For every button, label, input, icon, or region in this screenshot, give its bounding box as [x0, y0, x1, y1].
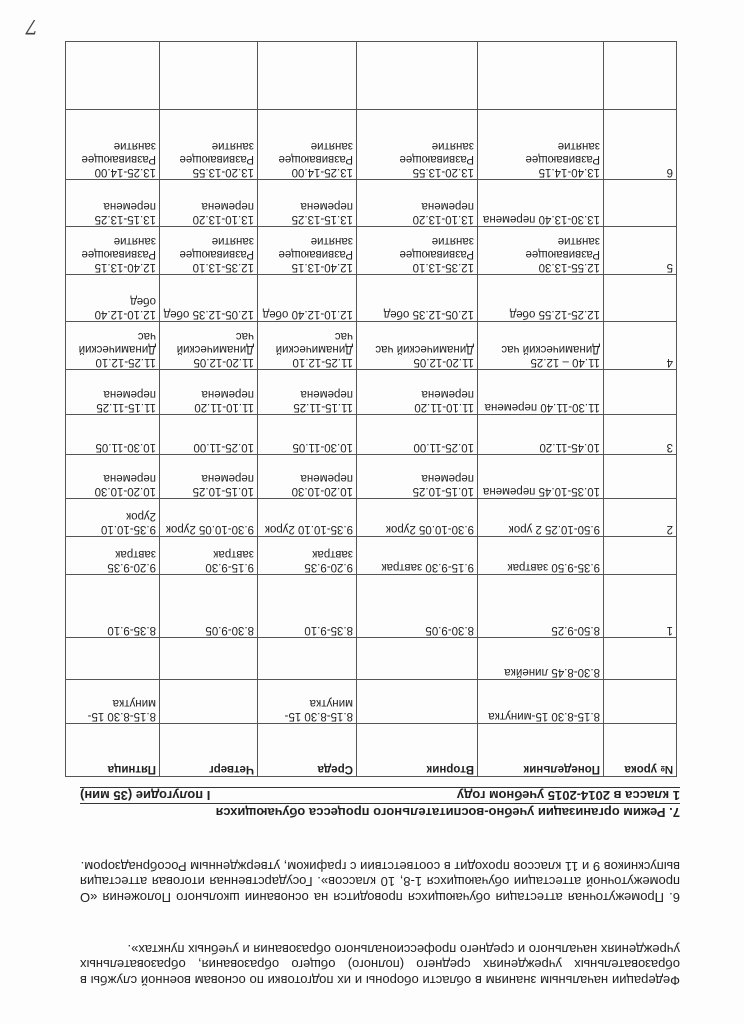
table-header-row — [66, 724, 677, 777]
column-header: Пятница — [66, 724, 160, 777]
column-header: Вторник — [357, 724, 478, 777]
schedule-heading-line2 — [80, 787, 680, 804]
table-cell: 13.20-13.55 Развивающее занятие — [357, 110, 478, 180]
table-cell: 10.20-10.30 перемена — [66, 455, 160, 499]
table-cell: 11.15-11.25 перемена — [258, 370, 357, 415]
table-cell: 2 — [604, 499, 677, 537]
table-cell: 12.25-12.55 обед — [478, 275, 604, 322]
schedule-heading-year: 1 класса в 2014-2015 учебном году — [456, 788, 680, 804]
schedule-heading-line1: 7. Режим организации учебно-воспитательного процесса обучающихся — [80, 804, 680, 821]
table-row — [66, 415, 677, 455]
table-cell — [604, 42, 677, 110]
page-number: 7 — [25, 15, 38, 39]
table-cell: 11.20-12.05 Динамический час — [160, 322, 258, 370]
table-cell: 9.30-10.05 2урок — [357, 499, 478, 537]
table-cell: 12.10-12.40 обед — [258, 275, 357, 322]
table-cell: 12.40-13.15 Развивающее занятие — [66, 227, 160, 275]
column-header: № урока — [604, 724, 677, 777]
table-cell: 11.25-12.10 Динамический час — [66, 322, 160, 370]
table-cell: 11.30-11.40 перемена — [478, 370, 604, 415]
table-cell: 10.20-10.30 перемена — [258, 455, 357, 499]
table-cell: 13.30-13.40 перемена — [478, 180, 604, 227]
table-row — [66, 680, 677, 724]
table-cell — [604, 680, 677, 724]
table-cell: 9.20-9.35 завтрак — [66, 537, 160, 575]
table-cell — [357, 42, 478, 110]
table-cell — [604, 638, 677, 680]
table-row — [66, 322, 677, 370]
table-row — [66, 370, 677, 415]
table-cell: 10.35-10.45 перемена — [478, 455, 604, 499]
table-cell: 13.20-13.55 Развивающее занятие — [160, 110, 258, 180]
table-cell: 12.55-13.30 Развивающее занятие — [478, 227, 604, 275]
table-cell — [66, 638, 160, 680]
table-cell: 13.15-13.25 перемена — [258, 180, 357, 227]
table-cell — [604, 180, 677, 227]
table-cell — [66, 42, 160, 110]
table-cell: 10.25-11.00 — [357, 415, 478, 455]
table-cell: 11.10-11.20 перемена — [160, 370, 258, 415]
table-cell: 8.30-9.05 — [160, 575, 258, 638]
column-header: Понедельник — [478, 724, 604, 777]
table-cell — [357, 638, 478, 680]
table-row — [66, 110, 677, 180]
table-cell — [258, 42, 357, 110]
table-cell: 12.05-12.35 обед — [357, 275, 478, 322]
table-row — [66, 180, 677, 227]
table-cell: 12.10-12.40 обед — [66, 275, 160, 322]
table-cell: 9.15-9.30 завтрак — [357, 537, 478, 575]
table-cell: 13.10-13.20 перемена — [160, 180, 258, 227]
table-cell — [604, 537, 677, 575]
table-cell: 9.35-9.50 завтрак — [478, 537, 604, 575]
table-cell: 9.35-10.10 2урок — [66, 499, 160, 537]
table-row — [66, 42, 677, 110]
table-cell: 10.30-11.05 — [258, 415, 357, 455]
table-row — [66, 499, 677, 537]
table-cell — [478, 42, 604, 110]
table-cell: 10.45-11.20 — [478, 415, 604, 455]
table-cell — [357, 680, 478, 724]
table-cell: 12.05-12.35 обед — [160, 275, 258, 322]
table-cell — [604, 455, 677, 499]
table-cell: 13.25-14.00 Развивающее занятие — [258, 110, 357, 180]
table-cell: 8.15-8.30 15-минутка — [66, 680, 160, 724]
table-cell: 12.35-13.10 Развивающее занятие — [357, 227, 478, 275]
table-row — [66, 638, 677, 680]
table-cell: 8.15-8.30 15-минутка — [478, 680, 604, 724]
table-row — [66, 537, 677, 575]
table-cell — [160, 680, 258, 724]
table-cell: 10.15-10.25 перемена — [160, 455, 258, 499]
table-cell: 9.50-10.25 2 урок — [478, 499, 604, 537]
table-cell: 11.20-12.05 Динамический час — [357, 322, 478, 370]
table-cell: 8.30-9.05 — [357, 575, 478, 638]
table-cell: 13.10-13.20 перемена — [357, 180, 478, 227]
table-row — [66, 227, 677, 275]
table-cell: 11.10-11.20 перемена — [357, 370, 478, 415]
table-cell: 8.30-8.45 линейка — [478, 638, 604, 680]
table-cell: 12.40-13.15 Развивающее занятие — [258, 227, 357, 275]
table-cell: 9.30-10.05 2урок — [160, 499, 258, 537]
table-cell: 10.30-11.05 — [66, 415, 160, 455]
table-cell — [160, 638, 258, 680]
table-cell: 9.35-10.10 2урок — [258, 499, 357, 537]
table-cell — [258, 638, 357, 680]
table-cell: 10.15-10.25 перемена — [357, 455, 478, 499]
table-cell: 3 — [604, 415, 677, 455]
table-cell: 8.35-9.10 — [66, 575, 160, 638]
table-cell: 8.15-8.30 15-минутка — [258, 680, 357, 724]
table-cell: 9.15-9.30 завтрак — [160, 537, 258, 575]
table-cell: 13.25-14.00 Развивающее занятие — [66, 110, 160, 180]
table-cell: 11.15-11.25 перемена — [66, 370, 160, 415]
table-cell — [160, 42, 258, 110]
table-cell — [604, 275, 677, 322]
table-row — [66, 455, 677, 499]
schedule-table — [65, 41, 677, 777]
table-cell: 9.20-9.35 завтрак — [258, 537, 357, 575]
schedule-heading-term: I полугодие (35 мин) — [80, 788, 211, 804]
table-cell: 8.50-9.25 — [478, 575, 604, 638]
table-cell: 13.40-14.15 Развивающее занятие — [478, 110, 604, 180]
table-cell: 5 — [604, 227, 677, 275]
table-cell: 8.35-9.10 — [258, 575, 357, 638]
table-cell — [604, 370, 677, 415]
column-header: Среда — [258, 724, 357, 777]
paragraph-federal-training: Федерации начальным знаниям в области обороны и их подготовки по основам военной службы в образовательных учреждениях среднего (полного) общего образования, образовательных учреждениях начального и среднего профессионального образования и учебных пунктах». — [80, 942, 680, 988]
table-cell: 11.25-12.10 Динамический час — [258, 322, 357, 370]
column-header: Четверг — [160, 724, 258, 777]
table-cell: 6 — [604, 110, 677, 180]
table-cell: 1 — [604, 575, 677, 638]
paragraph-attestation: 6. Промежуточная аттестация обучающихся проводится на основании школьного Положения «О промежуточной аттестации обучающихся 1-8, 10 классов». Государственная итоговая аттестация выпускников 9 и 11 классов проходит в соответствии с графиком, утвержденным Рособрнадзором. — [80, 859, 680, 905]
table-cell: 13.15-13.25 перемена — [66, 180, 160, 227]
table-row — [66, 575, 677, 638]
table-row — [66, 275, 677, 322]
table-cell: 11.40 – 12.25 Динамический час — [478, 322, 604, 370]
table-cell: 10.25-11.00 — [160, 415, 258, 455]
table-cell: 12.35-13.10 Развивающее занятие — [160, 227, 258, 275]
table-cell: 4 — [604, 322, 677, 370]
schedule-heading — [80, 787, 680, 820]
